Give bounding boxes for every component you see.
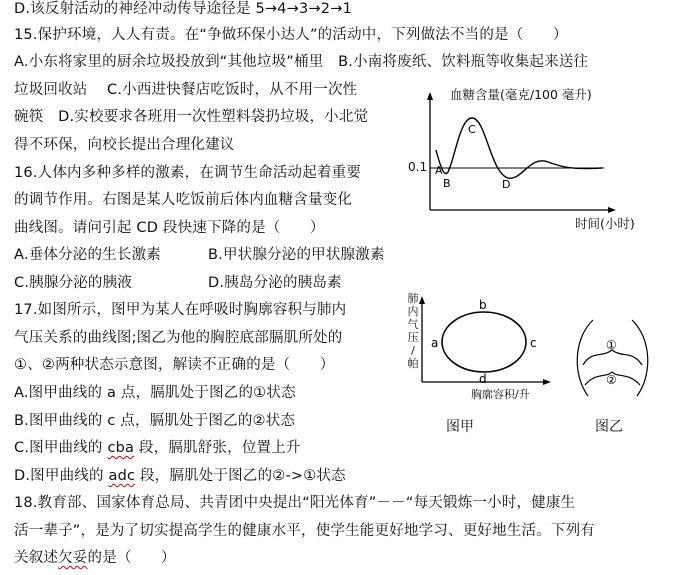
- glucose-point-d: D: [502, 178, 511, 191]
- option-c-marked-segment: cba: [107, 440, 135, 456]
- line-q16-option-c: C.胰腺分泌的胰液: [14, 275, 133, 291]
- jia-point-b: b: [479, 298, 487, 312]
- line-q17-option-a: A.图甲曲线的 a 点，膈肌处于图乙的①状态: [14, 385, 296, 401]
- option-c-suffix: 段，膈肌舒张，位置上升: [134, 440, 301, 456]
- jia-point-c: c: [530, 336, 537, 350]
- glucose-x-axis-label: 时间(小时): [575, 216, 635, 231]
- option-d-suffix: 段，膈肌处于图乙的②->①状态: [135, 468, 346, 484]
- yi-caption: 图乙: [595, 419, 623, 435]
- glucose-point-a: A: [435, 164, 443, 177]
- line-q14-option-d: D.该反射活动的神经冲动传导途径是 5→4→3→2→1: [14, 1, 353, 17]
- line-q15-options-a-b: A.小东将家里的厨余垃圾投放到“其他垃圾”桶里 B.小南将废纸、饮料瓶等收集起来送往: [14, 54, 589, 70]
- option-d-prefix: D.图甲曲线的: [14, 468, 109, 484]
- jia-point-a: a: [431, 336, 439, 350]
- line-q16-stem-3: 曲线图。请问引起 CD 段快速下降的是（ ）: [14, 220, 325, 236]
- line-q18-stem-2: 活一辈子”，是为了切实提高学生的健康水平，使学生能更好地学习、更好地生活。下列有: [14, 523, 596, 539]
- option-c-prefix: C.图甲曲线的: [14, 440, 108, 456]
- jia-y-char: /: [411, 344, 415, 357]
- line-q16-stem-2: 的调节作用。右图是某人吃饭前后体内血糖含量变化: [14, 192, 353, 208]
- yi-state-1-label: ①: [606, 338, 617, 352]
- line-q15-stem: 15.保护环境，人人有责。在“争做环保小达人”的活动中，下列做法不当的是（ ）: [14, 27, 568, 43]
- q18-marked-word: 欠妥: [58, 550, 88, 566]
- jia-y-char: 帕: [407, 357, 419, 370]
- line-q15-option-c: 垃圾回收站 C.小西进快餐店吃饭时，从不用一次性: [14, 82, 358, 98]
- line-q16-option-b: B.甲状腺分泌的甲状腺激素: [208, 247, 385, 263]
- line-q18-stem-1: 18.教育部、国家体育总局、共青团中央提出“阳光体育”－－“每天锻炼一小时，健康生: [14, 495, 576, 511]
- line-q17-stem-3: ①、②两种状态示意图，解读不正确的是（ ）: [14, 357, 335, 373]
- line-q16-option-a: A.垂体分泌的生长激素: [14, 247, 161, 263]
- q18-suffix: 的是（ ）: [87, 550, 176, 566]
- line-q17-stem-1: 17.如图所示，图甲为某人在呼吸时胸廓容积与肺内: [14, 302, 347, 318]
- yi-state-2-label: ②: [606, 373, 617, 387]
- jia-y-char: 气: [407, 318, 419, 331]
- jia-x-axis-label: 胸廓容积/升: [471, 388, 530, 401]
- jia-y-char: 肺: [407, 292, 419, 305]
- jia-y-char: 压: [407, 331, 419, 344]
- jia-y-char: 内: [407, 305, 419, 318]
- jia-caption: 图甲: [446, 419, 474, 435]
- q18-prefix: 关叙述: [14, 550, 59, 566]
- glucose-y-axis-label: 血糖含量(毫克/100 毫升): [450, 87, 592, 102]
- line-q17-option-b: B.图甲曲线的 c 点，膈肌处于图乙的②状态: [14, 413, 296, 429]
- line-q17-stem-2: 气压关系的曲线图;图乙为他的胸腔底部膈肌所处的: [14, 330, 343, 346]
- jia-point-d: d: [479, 372, 487, 386]
- glucose-point-c: C: [468, 123, 476, 136]
- option-d-marked-segment: adc: [108, 468, 136, 484]
- glucose-point-b: B: [443, 177, 451, 190]
- line-q15-option-d: 碗筷 D.实校要求各班用一次性塑料袋扔垃圾，小北觉: [14, 109, 369, 125]
- line-q16-option-d: D.胰岛分泌的胰岛素: [208, 275, 342, 291]
- line-q15-option-d-cont: 得不环保，向校长提出合理化建议: [14, 137, 235, 153]
- line-q16-stem-1: 16.人体内多种多样的激素，在调节生命活动起着重要: [14, 165, 362, 181]
- yi-diaphragm-state-1: [583, 350, 642, 365]
- glucose-reference-value: 0.1: [408, 160, 428, 174]
